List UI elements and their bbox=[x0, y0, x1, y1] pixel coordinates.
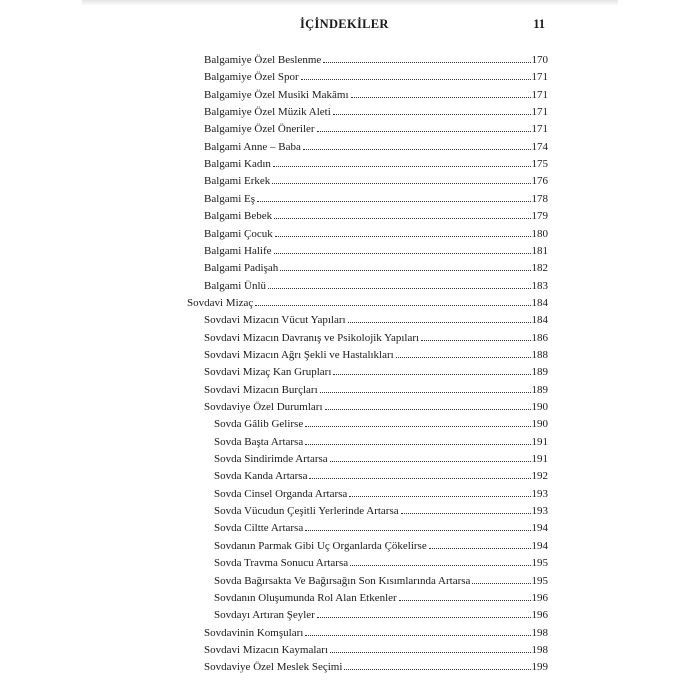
toc-entry[interactable] bbox=[214, 519, 548, 536]
toc-entry-page: 188 bbox=[531, 348, 548, 361]
toc-entry[interactable] bbox=[214, 502, 548, 519]
toc-entry-page: 190 bbox=[531, 418, 548, 431]
toc-entry[interactable] bbox=[214, 572, 548, 589]
toc-entry-label: Balgami Kadın bbox=[204, 158, 271, 171]
toc-entry-label: Sovdavi Mizacın Burçları bbox=[204, 383, 318, 396]
toc-entry-label: Balgami Anne – Baba bbox=[204, 140, 301, 153]
dot-leader bbox=[350, 554, 530, 566]
dot-leader bbox=[268, 277, 530, 289]
toc-entry-label: Sovdavi Mizacın Davranış ve Psikolojik Yapıları bbox=[204, 331, 420, 344]
toc-entry-page: 180 bbox=[531, 227, 548, 240]
page-edge-shadow bbox=[82, 0, 618, 6]
page-title: İÇİNDEKİLER bbox=[300, 17, 389, 31]
dot-leader bbox=[333, 363, 530, 375]
dot-leader bbox=[272, 172, 530, 184]
dot-leader bbox=[323, 51, 530, 63]
dot-leader bbox=[309, 467, 530, 479]
toc-entry[interactable] bbox=[204, 242, 548, 259]
toc-entry-page: 184 bbox=[531, 296, 548, 309]
toc-entry-label: Balgami Eş bbox=[204, 192, 256, 205]
toc-entry[interactable] bbox=[204, 103, 548, 120]
toc-entry[interactable] bbox=[214, 467, 548, 484]
dot-leader bbox=[275, 225, 531, 237]
toc-entry-label: Balgami Çocuk bbox=[204, 227, 273, 240]
toc-entry[interactable] bbox=[214, 433, 548, 450]
toc-entry-page: 194 bbox=[531, 522, 548, 535]
toc-entry-page: 192 bbox=[531, 470, 548, 483]
toc-entry-label: Sovda Gâlib Gelirse bbox=[214, 418, 304, 431]
dot-leader bbox=[429, 537, 531, 549]
toc-entry-label: Sovdanın Parmak Gibi Uç Organlarda Çökelirse bbox=[214, 539, 427, 552]
dot-leader bbox=[317, 606, 531, 618]
toc-entry[interactable] bbox=[204, 68, 548, 85]
dot-leader bbox=[330, 641, 530, 653]
toc-entry-label: Sovdayı Artıran Şeyler bbox=[214, 609, 315, 622]
toc-entry-label: Sovdavi Mizaç bbox=[187, 296, 254, 309]
toc-entry-page: 190 bbox=[531, 401, 548, 413]
toc-entry-page: 196 bbox=[531, 591, 548, 604]
toc-entry-page: 193 bbox=[531, 487, 548, 500]
dot-leader bbox=[472, 572, 530, 584]
dot-leader bbox=[401, 502, 531, 514]
toc-entry[interactable] bbox=[214, 554, 548, 571]
toc-entry-label: Balgami Erkek bbox=[204, 175, 271, 188]
toc-entry[interactable] bbox=[214, 485, 548, 502]
toc-entry[interactable] bbox=[204, 259, 548, 276]
toc-entry-page: 171 bbox=[531, 71, 548, 84]
toc-entry-label: Sovda Ciltte Artarsa bbox=[214, 522, 304, 535]
toc-entry-page: 198 bbox=[531, 626, 548, 639]
dot-leader bbox=[257, 190, 530, 202]
toc-entry-label: Sovda Vücudun Çeşitli Yerlerinde Artarsa bbox=[214, 505, 399, 518]
toc-entry-label: Balgamiye Özel Spor bbox=[204, 71, 299, 84]
dot-leader bbox=[301, 68, 531, 80]
toc-entry-page: 195 bbox=[531, 557, 548, 570]
toc-entry[interactable] bbox=[214, 537, 548, 554]
toc-entry-page: 193 bbox=[531, 505, 548, 518]
toc-entry[interactable] bbox=[204, 398, 548, 415]
toc-entry-page: 195 bbox=[531, 574, 548, 587]
toc-entry-page: 191 bbox=[531, 453, 548, 466]
toc-entry-label: Balgami Padişah bbox=[204, 262, 279, 275]
dot-leader bbox=[333, 103, 531, 115]
dot-leader bbox=[305, 415, 530, 427]
toc-entry[interactable] bbox=[204, 225, 548, 242]
toc-entry-page: 171 bbox=[531, 123, 548, 136]
toc-entry-page: 186 bbox=[531, 331, 548, 344]
toc-entry-label: Sovda Kanda Artarsa bbox=[214, 470, 308, 483]
toc-entry-label: Sovda Sindirimde Artarsa bbox=[214, 453, 328, 466]
toc-entry-page: 191 bbox=[531, 435, 548, 448]
toc-entry-label: Balgamiye Özel Beslenme bbox=[204, 54, 322, 66]
toc-entry-page: 196 bbox=[531, 609, 548, 622]
toc-entry-page: 184 bbox=[531, 314, 548, 327]
toc-entry-label: Sovdavi Mizacın Vücut Yapıları bbox=[204, 314, 346, 327]
toc-entry[interactable] bbox=[204, 155, 548, 172]
toc-entry-label: Balgami Bebek bbox=[204, 210, 273, 223]
dot-leader bbox=[396, 346, 531, 358]
toc-entry-page: 176 bbox=[531, 175, 548, 188]
toc-entry-label: Sovda Başta Artarsa bbox=[214, 435, 304, 448]
toc-entry[interactable] bbox=[204, 138, 548, 155]
toc-entry-page: 189 bbox=[531, 366, 548, 379]
toc-entry-page: 174 bbox=[531, 140, 548, 153]
toc-entry-label: Sovdavinin Komşuları bbox=[204, 626, 304, 639]
dot-leader bbox=[325, 398, 531, 410]
toc-entry[interactable] bbox=[204, 311, 548, 328]
dot-leader bbox=[305, 624, 530, 636]
toc-entry-label: Sovdavi Mizacın Ağrı Şekli ve Hastalıkları bbox=[204, 348, 394, 361]
dot-leader bbox=[399, 589, 531, 601]
dot-leader bbox=[305, 433, 530, 445]
toc-entry[interactable] bbox=[204, 658, 548, 675]
toc-entry-page: 189 bbox=[531, 383, 548, 396]
toc-entry[interactable] bbox=[204, 172, 548, 189]
toc-entry[interactable] bbox=[214, 450, 548, 467]
toc-entry[interactable] bbox=[204, 346, 548, 363]
toc-entry[interactable] bbox=[204, 277, 548, 294]
toc-entry[interactable] bbox=[204, 624, 548, 641]
dot-leader bbox=[344, 658, 530, 670]
toc-entry-label: Balgamiye Özel Musiki Makâmı bbox=[204, 88, 349, 101]
dot-leader bbox=[280, 259, 530, 271]
page-header bbox=[300, 17, 545, 35]
toc-entry-page: 178 bbox=[531, 192, 548, 205]
toc-entry-page: 181 bbox=[531, 244, 548, 257]
dot-leader bbox=[274, 207, 530, 219]
toc-entry-label: Sovda Travma Sonucu Artarsa bbox=[214, 557, 349, 570]
toc-entry[interactable] bbox=[204, 363, 548, 380]
dot-leader bbox=[303, 138, 531, 150]
toc-entry-label: Sovdaviye Özel Durumları bbox=[204, 401, 323, 413]
toc-entry[interactable] bbox=[214, 606, 548, 623]
toc-entry-page: 171 bbox=[531, 88, 548, 101]
toc-entry[interactable] bbox=[204, 641, 548, 658]
toc-entry[interactable] bbox=[214, 589, 548, 606]
toc-entry[interactable] bbox=[204, 190, 548, 207]
dot-leader bbox=[274, 242, 531, 254]
toc-entry-label: Sovdaviye Özel Meslek Seçimi bbox=[204, 661, 343, 674]
toc-entry-page: 194 bbox=[531, 539, 548, 552]
toc-entry-label: Balgamiye Özel Öneriler bbox=[204, 123, 315, 136]
toc-entry-label: Sovdanın Oluşumunda Rol Alan Etkenler bbox=[214, 591, 397, 604]
dot-leader bbox=[351, 86, 531, 98]
toc-entry-label: Sovdavi Mizacın Kaymaları bbox=[204, 643, 329, 656]
toc-entry[interactable] bbox=[204, 86, 548, 103]
toc-entry[interactable] bbox=[204, 329, 548, 346]
dot-leader bbox=[330, 450, 531, 462]
toc-entry-page: 170 bbox=[531, 54, 548, 66]
dot-leader bbox=[348, 311, 531, 323]
toc-entry-label: Balgami Halife bbox=[204, 244, 272, 257]
dot-leader bbox=[320, 381, 531, 393]
toc-entry-page: 171 bbox=[531, 106, 548, 119]
toc-entry-page: 175 bbox=[531, 158, 548, 171]
toc-entry-page: 179 bbox=[531, 210, 548, 223]
dot-leader bbox=[421, 329, 530, 341]
dot-leader bbox=[255, 294, 530, 306]
toc-entry[interactable] bbox=[204, 207, 548, 224]
toc-entry-page: 182 bbox=[531, 262, 548, 275]
toc-entry-page: 198 bbox=[531, 643, 548, 656]
toc-entry[interactable] bbox=[187, 294, 548, 311]
toc-entry[interactable] bbox=[204, 381, 548, 398]
toc-entry-label: Sovda Cinsel Organda Artarsa bbox=[214, 487, 348, 500]
toc-entry-label: Balgami Ünlü bbox=[204, 279, 267, 292]
dot-leader bbox=[305, 519, 530, 531]
toc-entry[interactable] bbox=[214, 415, 548, 432]
toc-entry-page: 199 bbox=[531, 661, 548, 674]
toc-entry[interactable] bbox=[204, 51, 548, 68]
dot-leader bbox=[273, 155, 531, 167]
toc-entry-page: 183 bbox=[531, 279, 548, 292]
dot-leader bbox=[317, 120, 531, 132]
toc-entry-label: Balgamiye Özel Müzik Aleti bbox=[204, 106, 331, 119]
toc-entry[interactable] bbox=[204, 120, 548, 137]
page-number: 11 bbox=[533, 17, 545, 31]
dot-leader bbox=[349, 485, 530, 497]
toc-entry-label: Sovdavi Mizaç Kan Grupları bbox=[204, 366, 332, 379]
toc-entry-label: Sovda Bağırsakta Ve Bağırsağın Son Kısımlarında Artarsa bbox=[214, 574, 471, 587]
